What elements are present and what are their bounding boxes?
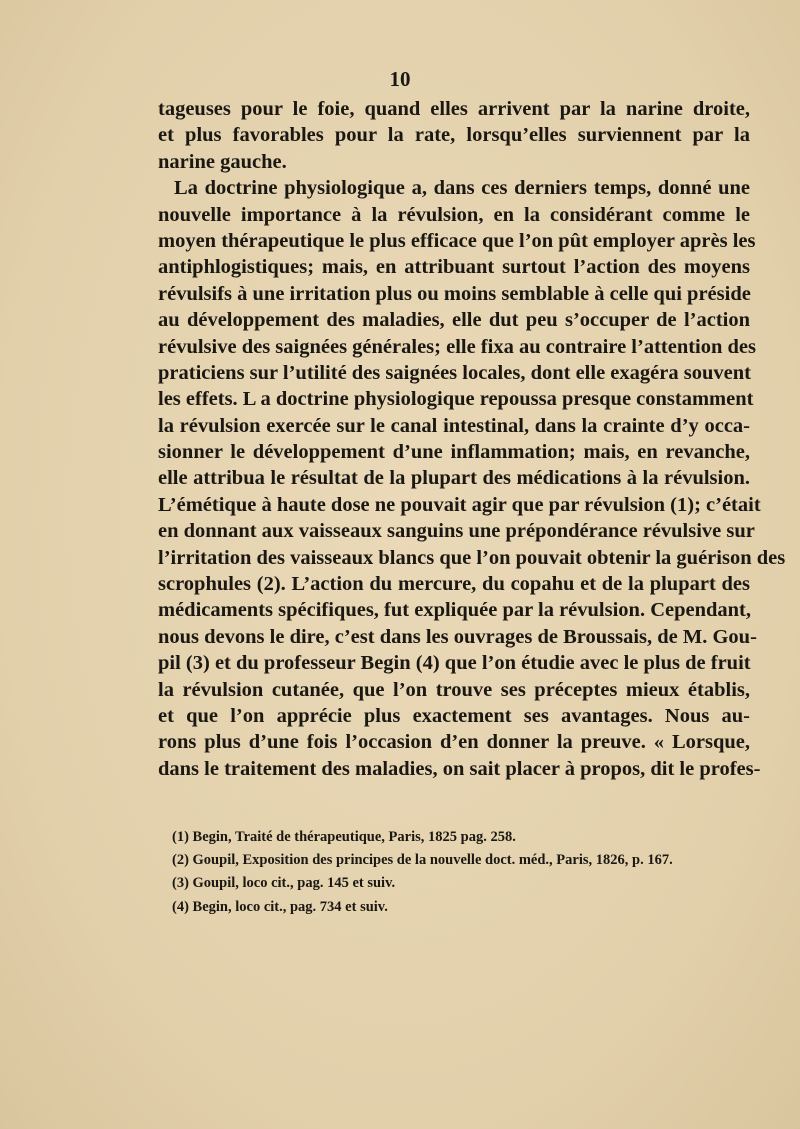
footnote: (4) Begin, loco cit., pag. 734 et suiv. — [172, 898, 388, 915]
text-line: et plus favorables pour la rate, lorsqu’elles surviennent par la — [158, 124, 750, 147]
text-line: nouvelle importance à la révulsion, en la considérant comme le — [158, 203, 750, 226]
text-line: La doctrine physiologique a, dans ces derniers temps, donné une — [174, 177, 750, 200]
text-line: rons plus d’une fois l’occasion d’en donner la preuve. « Lorsque, — [158, 731, 750, 754]
text-line: tageuses pour le foie, quand elles arrivent par la narine droite, — [158, 98, 750, 120]
text-line: révulsifs à une irritation plus ou moins semblable à celle qui préside — [158, 282, 751, 305]
text-line: scrophules (2). L’action du mercure, du copahu et de la plupart des — [158, 573, 750, 596]
text-line: médicaments spécifiques, fut expliquée par la révulsion. Cependant, — [158, 599, 751, 622]
text-line: moyen thérapeutique le plus efficace que l’on pût employer après les — [158, 229, 756, 252]
footnote: (3) Goupil, loco cit., pag. 145 et suiv. — [172, 875, 396, 892]
text-line: antiphlogistiques; mais, en attribuant surtout l’action des moyens — [158, 256, 750, 279]
footnotes — [172, 826, 752, 919]
text-line: nous devons le dire, c’est dans les ouvrages de Broussais, de M. Gou- — [158, 625, 757, 648]
text-line: L’émétique à haute dose ne pouvait agir que par révulsion (1); c’était — [158, 493, 761, 516]
footnote: (2) Goupil, Exposition des principes de la nouvelle doct. méd., Paris, 1826, p. 167. — [172, 852, 673, 869]
text-line: la révulsion exercée sur le canal intestinal, dans la crainte d’y occa- — [158, 414, 750, 437]
text-line: en donnant aux vaisseaux sanguins une prépondérance révulsive sur — [158, 520, 755, 543]
body-text — [158, 96, 786, 782]
text-line: pil (3) et du professeur Begin (4) que l’on étudie avec le plus de fruit — [158, 652, 751, 675]
text-line: la révulsion cutanée, que l’on trouve ses préceptes mieux établis, — [158, 678, 750, 701]
text-line: au développement des maladies, elle dut peu s’occuper de l’action — [158, 309, 750, 332]
text-line: dans le traitement des maladies, on sait placer à propos, dit le profes- — [158, 757, 761, 780]
text-line: l’irritation des vaisseaux blancs que l’on pouvait obtenir la guérison des — [158, 546, 786, 569]
text-line: et que l’on apprécie plus exactement ses avantages. Nous au- — [158, 704, 750, 727]
text-line: les effets. L a doctrine physiologique repoussa presque constamment — [158, 388, 754, 411]
footnote: (1) Begin, Traité de thérapeutique, Paris, 1825 pag. 258. — [172, 829, 516, 845]
text-line: praticiens sur l’utilité des saignées locales, dont elle exagéra souvent — [158, 361, 751, 384]
text-line: elle attribua le résultat de la plupart des médications à la révulsion. — [158, 467, 750, 490]
text-line: narine gauche. — [158, 150, 287, 173]
text-line: révulsive des saignées générales; elle fixa au contraire l’attention des — [158, 335, 757, 358]
text-line: sionner le développement d’une inflammation; mais, en revanche, — [158, 441, 750, 464]
page-number: 10 — [389, 67, 411, 91]
